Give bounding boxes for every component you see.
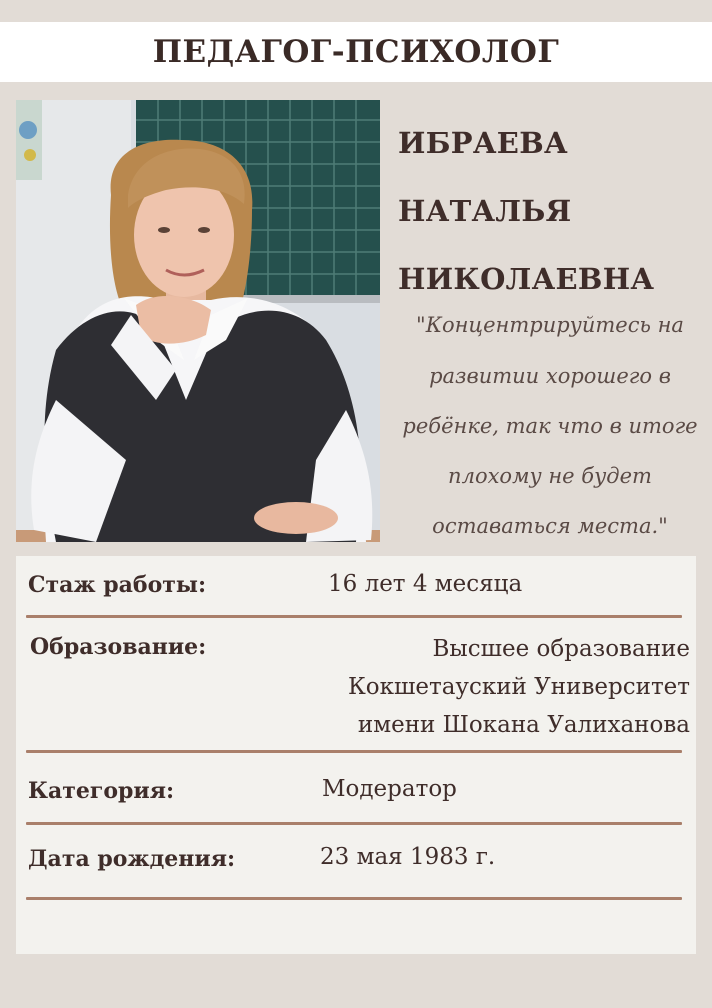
category-value: Модератор [322, 776, 457, 802]
quote-line: ребёнке, так что в итоге [402, 414, 698, 438]
name-patronymic: НИКОЛАЕВНА [398, 262, 655, 296]
education-line: Кокшетауский Университет [347, 674, 690, 700]
name-surname: ИБРАЕВА [398, 126, 568, 160]
experience-label: Стаж работы: [28, 572, 207, 598]
birth-date-value: 23 мая 1983 г. [320, 844, 496, 870]
education-line: Высшее образование [432, 636, 690, 662]
education-line: имени Шокана Уалиханова [357, 712, 690, 738]
category-label: Категория: [28, 778, 175, 804]
divider [26, 615, 682, 618]
divider [26, 822, 682, 825]
education-value [348, 630, 690, 744]
info-panel [16, 556, 696, 954]
name-first: НАТАЛЬЯ [398, 194, 572, 228]
quote-line: оставаться места." [432, 514, 668, 538]
birth-date-label: Дата рождения: [28, 846, 236, 872]
quote-line: развитии хорошего в [429, 364, 671, 388]
title-bar [0, 22, 712, 82]
page-title: ПЕДАГОГ-ПСИХОЛОГ [152, 34, 560, 70]
education-label: Образование: [30, 634, 207, 660]
quote-line: "Концентрируйтесь на [416, 313, 684, 337]
divider [26, 750, 682, 753]
portrait-photo [16, 100, 380, 542]
quote-line: плохому не будет [448, 464, 652, 488]
experience-value: 16 лет 4 месяца [328, 571, 523, 597]
divider [26, 897, 682, 900]
